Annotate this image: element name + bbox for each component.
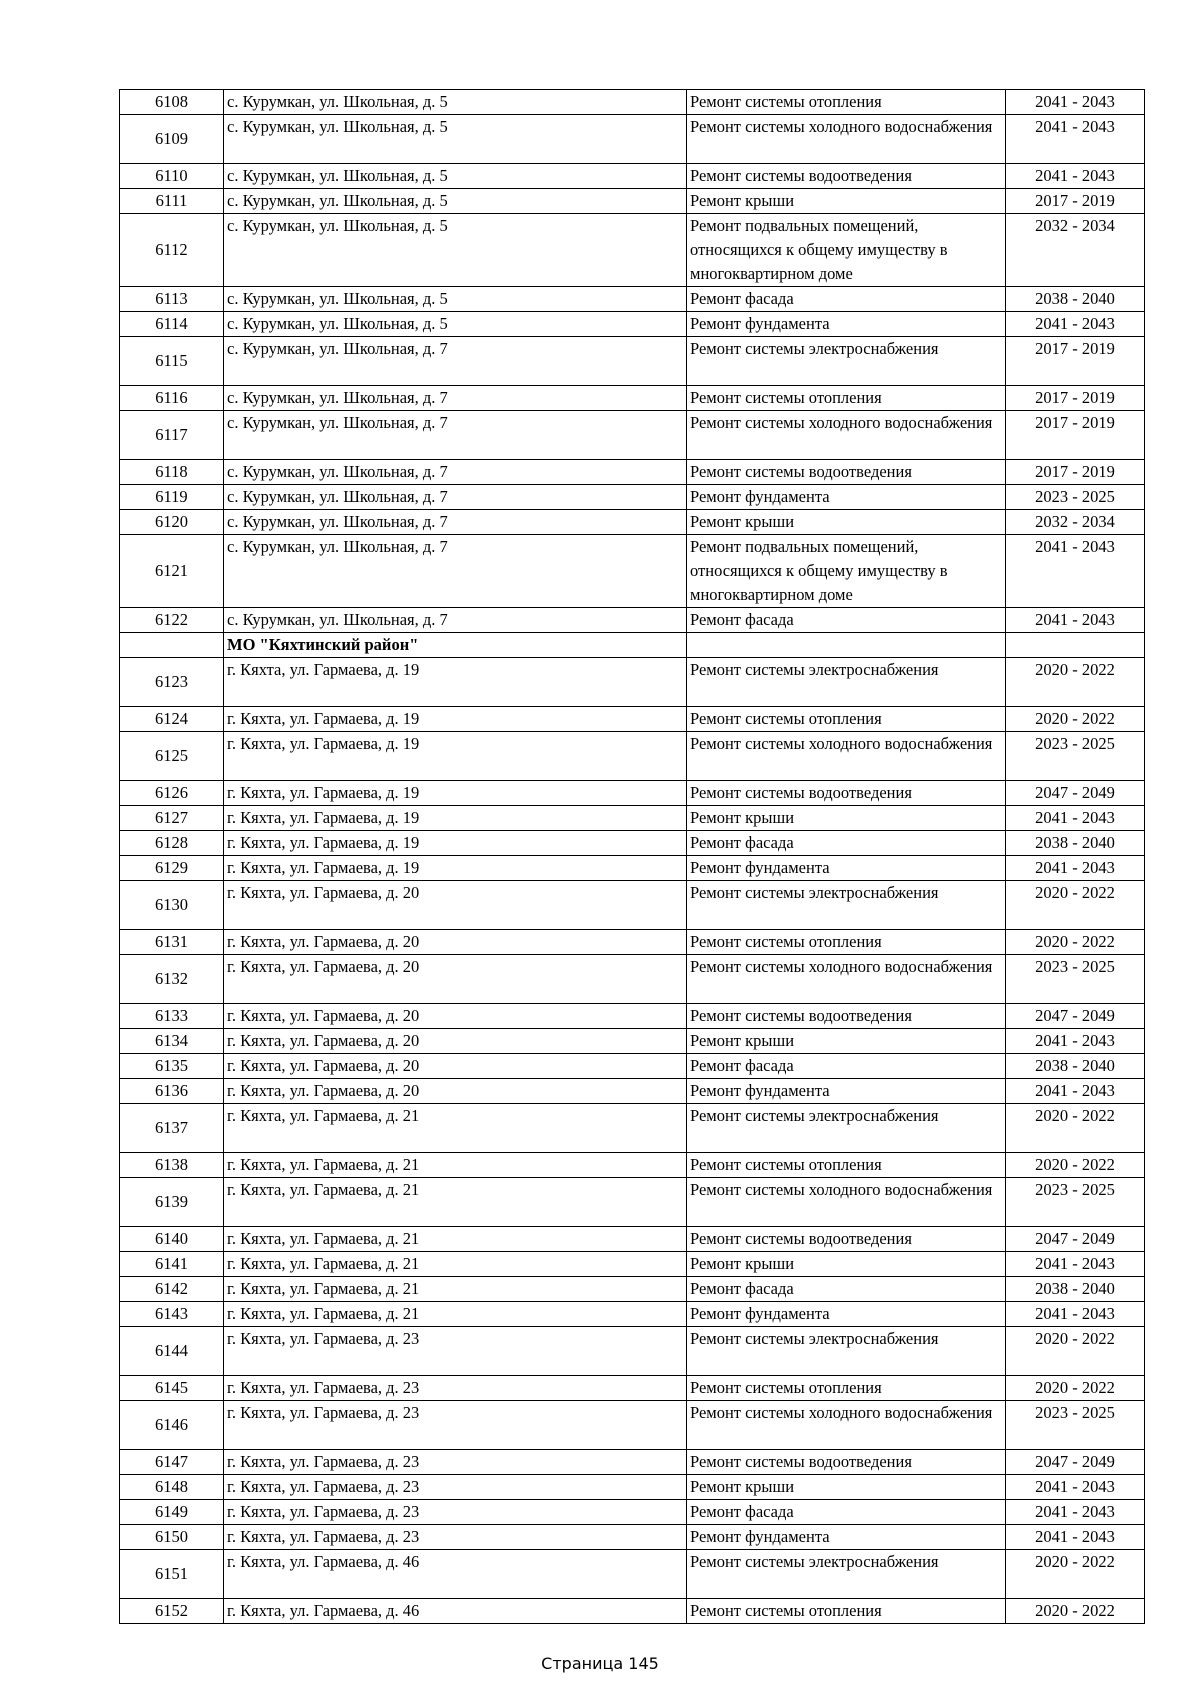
table-row (120, 535, 1145, 608)
section-title: МО "Кяхтинский район" (224, 633, 687, 658)
table-row (120, 1401, 1145, 1450)
cell-address: с. Курумкан, ул. Школьная, д. 7 (224, 535, 687, 608)
cell-number: 6135 (120, 1054, 224, 1079)
cell-years: 2047 - 2049 (1006, 1450, 1145, 1475)
cell-work: Ремонт фундамента (687, 1302, 1006, 1327)
cell-work: Ремонт системы водоотведения (687, 164, 1006, 189)
table-row (120, 90, 1145, 115)
cell-address: г. Кяхта, ул. Гармаева, д. 21 (224, 1178, 687, 1227)
cell-years: 2017 - 2019 (1006, 337, 1145, 386)
table-row (120, 1029, 1145, 1054)
cell-address: г. Кяхта, ул. Гармаева, д. 23 (224, 1401, 687, 1450)
cell-years: 2038 - 2040 (1006, 1277, 1145, 1302)
cell-number: 6134 (120, 1029, 224, 1054)
cell-address: г. Кяхта, ул. Гармаева, д. 21 (224, 1227, 687, 1252)
cell-number: 6110 (120, 164, 224, 189)
cell-work: Ремонт системы отопления (687, 90, 1006, 115)
cell-address: г. Кяхта, ул. Гармаева, д. 21 (224, 1104, 687, 1153)
table-row (120, 287, 1145, 312)
cell-number: 6136 (120, 1079, 224, 1104)
cell-years: 2023 - 2025 (1006, 955, 1145, 1004)
document-table-container (119, 89, 1144, 1624)
cell-number: 6151 (120, 1550, 224, 1599)
cell-work: Ремонт системы холодного водоснабжения (687, 1178, 1006, 1227)
cell-work: Ремонт системы водоотведения (687, 781, 1006, 806)
cell-work: Ремонт фасада (687, 1054, 1006, 1079)
table-row (120, 707, 1145, 732)
cell-number: 6152 (120, 1599, 224, 1624)
cell-work: Ремонт системы водоотведения (687, 460, 1006, 485)
cell-work: Ремонт системы отопления (687, 386, 1006, 411)
table-row (120, 1104, 1145, 1153)
cell-number: 6112 (120, 214, 224, 287)
table-row (120, 115, 1145, 164)
table-row (120, 312, 1145, 337)
table-row (120, 386, 1145, 411)
table-row (120, 1550, 1145, 1599)
cell-address: г. Кяхта, ул. Гармаева, д. 46 (224, 1599, 687, 1624)
cell-work: Ремонт фасада (687, 1277, 1006, 1302)
cell-work: Ремонт системы водоотведения (687, 1004, 1006, 1029)
cell-number: 6120 (120, 510, 224, 535)
cell-number: 6131 (120, 930, 224, 955)
cell-number: 6123 (120, 658, 224, 707)
cell-work (687, 633, 1006, 658)
table-row (120, 1054, 1145, 1079)
cell-number: 6141 (120, 1252, 224, 1277)
cell-number: 6129 (120, 856, 224, 881)
cell-work: Ремонт фасада (687, 831, 1006, 856)
cell-years: 2017 - 2019 (1006, 386, 1145, 411)
cell-address: с. Курумкан, ул. Школьная, д. 7 (224, 608, 687, 633)
table-row (120, 1079, 1145, 1104)
table-row (120, 732, 1145, 781)
table-row (120, 411, 1145, 460)
cell-address: с. Курумкан, ул. Школьная, д. 5 (224, 90, 687, 115)
cell-address: с. Курумкан, ул. Школьная, д. 7 (224, 485, 687, 510)
cell-years: 2020 - 2022 (1006, 1599, 1145, 1624)
cell-years: 2020 - 2022 (1006, 1376, 1145, 1401)
cell-address: с. Курумкан, ул. Школьная, д. 5 (224, 312, 687, 337)
cell-years: 2041 - 2043 (1006, 806, 1145, 831)
cell-work: Ремонт крыши (687, 1029, 1006, 1054)
cell-number: 6143 (120, 1302, 224, 1327)
cell-address: с. Курумкан, ул. Школьная, д. 5 (224, 287, 687, 312)
cell-number: 6142 (120, 1277, 224, 1302)
cell-years: 2032 - 2034 (1006, 214, 1145, 287)
cell-years: 2047 - 2049 (1006, 1227, 1145, 1252)
table-row (120, 1450, 1145, 1475)
table-row (120, 485, 1145, 510)
cell-address: с. Курумкан, ул. Школьная, д. 5 (224, 164, 687, 189)
cell-years: 2038 - 2040 (1006, 287, 1145, 312)
cell-work: Ремонт системы отопления (687, 707, 1006, 732)
cell-number: 6137 (120, 1104, 224, 1153)
cell-years: 2023 - 2025 (1006, 1401, 1145, 1450)
table-row (120, 1376, 1145, 1401)
cell-address: г. Кяхта, ул. Гармаева, д. 23 (224, 1376, 687, 1401)
table-row (120, 1153, 1145, 1178)
cell-number: 6150 (120, 1525, 224, 1550)
cell-work: Ремонт системы электроснабжения (687, 1550, 1006, 1599)
cell-work: Ремонт системы электроснабжения (687, 337, 1006, 386)
cell-years: 2041 - 2043 (1006, 856, 1145, 881)
cell-work: Ремонт системы холодного водоснабжения (687, 411, 1006, 460)
cell-years: 2020 - 2022 (1006, 881, 1145, 930)
cell-address: г. Кяхта, ул. Гармаева, д. 23 (224, 1475, 687, 1500)
cell-number: 6108 (120, 90, 224, 115)
cell-work: Ремонт крыши (687, 1252, 1006, 1277)
cell-number: 6132 (120, 955, 224, 1004)
cell-work: Ремонт фасада (687, 287, 1006, 312)
cell-work: Ремонт крыши (687, 510, 1006, 535)
table-row (120, 1302, 1145, 1327)
cell-number: 6124 (120, 707, 224, 732)
table-row (120, 781, 1145, 806)
table-row (120, 214, 1145, 287)
cell-address: г. Кяхта, ул. Гармаева, д. 23 (224, 1500, 687, 1525)
cell-work: Ремонт системы отопления (687, 1153, 1006, 1178)
cell-years: 2032 - 2034 (1006, 510, 1145, 535)
cell-address: г. Кяхта, ул. Гармаева, д. 19 (224, 707, 687, 732)
cell-number: 6121 (120, 535, 224, 608)
table-row (120, 1500, 1145, 1525)
cell-number: 6119 (120, 485, 224, 510)
cell-number: 6133 (120, 1004, 224, 1029)
cell-years: 2023 - 2025 (1006, 732, 1145, 781)
cell-number: 6118 (120, 460, 224, 485)
cell-work: Ремонт крыши (687, 806, 1006, 831)
cell-number: 6125 (120, 732, 224, 781)
table-row (120, 1599, 1145, 1624)
table-row (120, 1004, 1145, 1029)
cell-number: 6130 (120, 881, 224, 930)
cell-number: 6145 (120, 1376, 224, 1401)
cell-address: г. Кяхта, ул. Гармаева, д. 20 (224, 930, 687, 955)
cell-years: 2038 - 2040 (1006, 831, 1145, 856)
cell-address: г. Кяхта, ул. Гармаева, д. 20 (224, 1054, 687, 1079)
cell-number: 6128 (120, 831, 224, 856)
cell-years: 2041 - 2043 (1006, 1475, 1145, 1500)
cell-number: 6122 (120, 608, 224, 633)
cell-years: 2047 - 2049 (1006, 781, 1145, 806)
cell-number: 6116 (120, 386, 224, 411)
table-row (120, 1178, 1145, 1227)
cell-work: Ремонт фундамента (687, 1525, 1006, 1550)
table-row (120, 460, 1145, 485)
cell-years: 2020 - 2022 (1006, 1153, 1145, 1178)
table-row (120, 658, 1145, 707)
cell-years: 2041 - 2043 (1006, 1252, 1145, 1277)
table-row (120, 164, 1145, 189)
cell-address: с. Курумкан, ул. Школьная, д. 7 (224, 460, 687, 485)
cell-work: Ремонт фундамента (687, 856, 1006, 881)
table-row (120, 1252, 1145, 1277)
cell-address: г. Кяхта, ул. Гармаева, д. 20 (224, 881, 687, 930)
cell-years: 2041 - 2043 (1006, 115, 1145, 164)
cell-number: 6138 (120, 1153, 224, 1178)
cell-address: г. Кяхта, ул. Гармаева, д. 23 (224, 1327, 687, 1376)
cell-work: Ремонт системы отопления (687, 1599, 1006, 1624)
table-row (120, 1227, 1145, 1252)
cell-years: 2041 - 2043 (1006, 608, 1145, 633)
cell-work: Ремонт системы отопления (687, 1376, 1006, 1401)
cell-work: Ремонт фасада (687, 1500, 1006, 1525)
cell-number: 6126 (120, 781, 224, 806)
cell-years: 2047 - 2049 (1006, 1004, 1145, 1029)
cell-work: Ремонт подвальных помещений, относящихся к общему имуществу в многоквартирном доме (687, 214, 1006, 287)
cell-number: 6115 (120, 337, 224, 386)
table-row (120, 1327, 1145, 1376)
table-row (120, 831, 1145, 856)
cell-number: 6144 (120, 1327, 224, 1376)
cell-number: 6117 (120, 411, 224, 460)
cell-years: 2041 - 2043 (1006, 90, 1145, 115)
cell-years: 2041 - 2043 (1006, 1079, 1145, 1104)
repair-schedule-table (119, 89, 1145, 1624)
table-body (120, 90, 1145, 1624)
cell-work: Ремонт фундамента (687, 1079, 1006, 1104)
cell-years: 2038 - 2040 (1006, 1054, 1145, 1079)
table-row (120, 806, 1145, 831)
cell-work: Ремонт подвальных помещений, относящихся к общему имуществу в многоквартирном доме (687, 535, 1006, 608)
cell-years: 2017 - 2019 (1006, 189, 1145, 214)
table-row (120, 930, 1145, 955)
page-number: Страница 145 (541, 1654, 659, 1673)
table-row (120, 955, 1145, 1004)
cell-work: Ремонт системы электроснабжения (687, 658, 1006, 707)
cell-address: г. Кяхта, ул. Гармаева, д. 19 (224, 732, 687, 781)
cell-work: Ремонт системы электроснабжения (687, 1327, 1006, 1376)
cell-address: г. Кяхта, ул. Гармаева, д. 46 (224, 1550, 687, 1599)
cell-years (1006, 633, 1145, 658)
cell-work: Ремонт системы водоотведения (687, 1450, 1006, 1475)
cell-years: 2020 - 2022 (1006, 1550, 1145, 1599)
table-row (120, 1475, 1145, 1500)
cell-work: Ремонт системы холодного водоснабжения (687, 732, 1006, 781)
cell-work: Ремонт системы холодного водоснабжения (687, 955, 1006, 1004)
table-row (120, 1277, 1145, 1302)
cell-address: г. Кяхта, ул. Гармаева, д. 21 (224, 1153, 687, 1178)
table-row (120, 189, 1145, 214)
cell-address: с. Курумкан, ул. Школьная, д. 5 (224, 115, 687, 164)
table-row (120, 881, 1145, 930)
cell-years: 2020 - 2022 (1006, 1327, 1145, 1376)
cell-address: г. Кяхта, ул. Гармаева, д. 21 (224, 1252, 687, 1277)
cell-number: 6149 (120, 1500, 224, 1525)
cell-years: 2041 - 2043 (1006, 1500, 1145, 1525)
table-row (120, 510, 1145, 535)
cell-address: с. Курумкан, ул. Школьная, д. 7 (224, 337, 687, 386)
cell-years: 2020 - 2022 (1006, 707, 1145, 732)
cell-address: г. Кяхта, ул. Гармаева, д. 20 (224, 1079, 687, 1104)
cell-years: 2020 - 2022 (1006, 1104, 1145, 1153)
cell-years: 2017 - 2019 (1006, 460, 1145, 485)
cell-number: 6127 (120, 806, 224, 831)
table-row (120, 608, 1145, 633)
cell-number: 6111 (120, 189, 224, 214)
cell-number: 6147 (120, 1450, 224, 1475)
cell-years: 2041 - 2043 (1006, 1302, 1145, 1327)
cell-years: 2041 - 2043 (1006, 164, 1145, 189)
cell-years: 2017 - 2019 (1006, 411, 1145, 460)
cell-address: г. Кяхта, ул. Гармаева, д. 23 (224, 1450, 687, 1475)
cell-address: с. Курумкан, ул. Школьная, д. 7 (224, 510, 687, 535)
cell-number: 6113 (120, 287, 224, 312)
cell-number: 6114 (120, 312, 224, 337)
cell-address: г. Кяхта, ул. Гармаева, д. 20 (224, 1004, 687, 1029)
cell-work: Ремонт крыши (687, 189, 1006, 214)
cell-years: 2023 - 2025 (1006, 485, 1145, 510)
cell-address: г. Кяхта, ул. Гармаева, д. 19 (224, 658, 687, 707)
cell-work: Ремонт системы электроснабжения (687, 881, 1006, 930)
cell-address: г. Кяхта, ул. Гармаева, д. 19 (224, 856, 687, 881)
cell-years: 2020 - 2022 (1006, 658, 1145, 707)
cell-number: 6146 (120, 1401, 224, 1450)
table-row (120, 1525, 1145, 1550)
cell-work: Ремонт фундамента (687, 485, 1006, 510)
cell-address: г. Кяхта, ул. Гармаева, д. 19 (224, 806, 687, 831)
cell-work: Ремонт системы электроснабжения (687, 1104, 1006, 1153)
cell-work: Ремонт системы отопления (687, 930, 1006, 955)
cell-address: г. Кяхта, ул. Гармаева, д. 19 (224, 831, 687, 856)
cell-work: Ремонт системы холодного водоснабжения (687, 115, 1006, 164)
cell-work: Ремонт системы водоотведения (687, 1227, 1006, 1252)
cell-years: 2041 - 2043 (1006, 312, 1145, 337)
section-row (120, 633, 1145, 658)
cell-address: г. Кяхта, ул. Гармаева, д. 21 (224, 1277, 687, 1302)
cell-years: 2041 - 2043 (1006, 1029, 1145, 1054)
cell-number: 6139 (120, 1178, 224, 1227)
cell-address: с. Курумкан, ул. Школьная, д. 5 (224, 214, 687, 287)
cell-address: г. Кяхта, ул. Гармаева, д. 23 (224, 1525, 687, 1550)
table-row (120, 337, 1145, 386)
cell-number: 6140 (120, 1227, 224, 1252)
cell-work: Ремонт крыши (687, 1475, 1006, 1500)
table-row (120, 856, 1145, 881)
cell-address: с. Курумкан, ул. Школьная, д. 7 (224, 411, 687, 460)
cell-work: Ремонт фундамента (687, 312, 1006, 337)
cell-years: 2023 - 2025 (1006, 1178, 1145, 1227)
cell-years: 2041 - 2043 (1006, 1525, 1145, 1550)
cell-years: 2041 - 2043 (1006, 535, 1145, 608)
cell-number: 6109 (120, 115, 224, 164)
cell-address: г. Кяхта, ул. Гармаева, д. 20 (224, 1029, 687, 1054)
cell-address: г. Кяхта, ул. Гармаева, д. 20 (224, 955, 687, 1004)
cell-address: с. Курумкан, ул. Школьная, д. 7 (224, 386, 687, 411)
cell-address: г. Кяхта, ул. Гармаева, д. 21 (224, 1302, 687, 1327)
cell-work: Ремонт фасада (687, 608, 1006, 633)
cell-work: Ремонт системы холодного водоснабжения (687, 1401, 1006, 1450)
cell-number (120, 633, 224, 658)
cell-number: 6148 (120, 1475, 224, 1500)
cell-years: 2020 - 2022 (1006, 930, 1145, 955)
cell-address: с. Курумкан, ул. Школьная, д. 5 (224, 189, 687, 214)
cell-address: г. Кяхта, ул. Гармаева, д. 19 (224, 781, 687, 806)
